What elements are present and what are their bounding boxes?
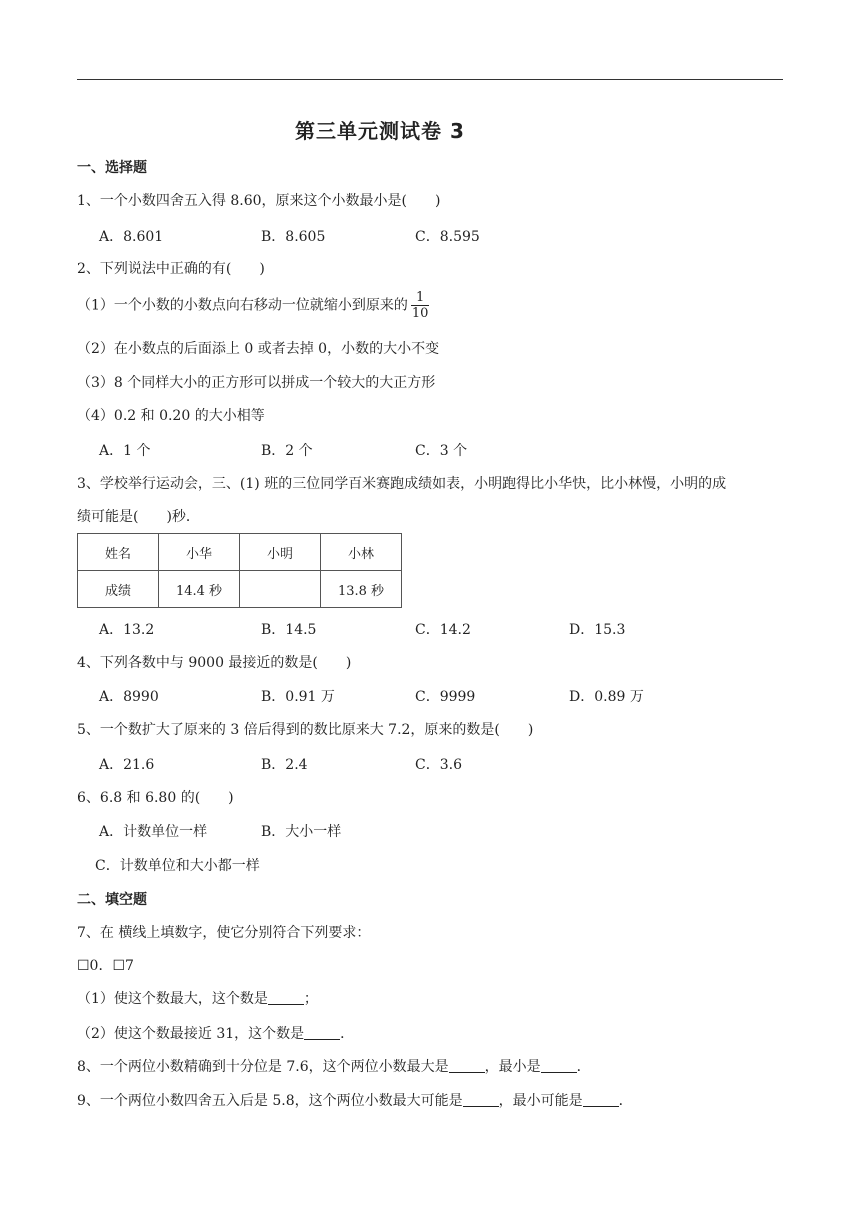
section-heading-fill: 二、填空题	[77, 892, 147, 908]
prompt-text: （1）使这个数最大，这个数是	[77, 991, 268, 1007]
answer-blank-max[interactable]	[449, 1058, 485, 1073]
prompt-text: 8、一个两位小数精确到十分位是 7.6，这个两位小数最大是	[77, 1059, 449, 1075]
option-a[interactable]: A．1 个	[99, 443, 151, 459]
answer-blank[interactable]	[268, 990, 304, 1005]
statement-4: （4）0.2 和 0.20 的大小相等	[77, 408, 265, 424]
question-3-options	[99, 619, 799, 639]
table-header-cell: 姓名	[78, 534, 159, 571]
question-6-options-row-2	[95, 855, 799, 875]
question-7: 7、在 横线上填数字，使它分别符合下列要求：	[77, 925, 371, 941]
option-a[interactable]: A．8.601	[99, 229, 164, 245]
question-5-options	[99, 754, 799, 774]
prompt-text: ，最小是	[484, 1059, 541, 1075]
punctuation: ；	[303, 991, 318, 1007]
question-2: 2、下列说法中正确的有( )	[77, 261, 265, 277]
table-row	[78, 571, 402, 608]
option-c[interactable]: C．计数单位和大小都一样	[95, 858, 260, 874]
question-4-options	[99, 686, 799, 706]
answer-blank[interactable]	[304, 1025, 340, 1040]
question-2-options	[99, 440, 799, 460]
answer-blank-min[interactable]	[583, 1092, 619, 1107]
prompt-text: 9、一个两位小数四舍五入后是 5.8，这个两位小数最大可能是	[77, 1093, 463, 1109]
header-rule	[77, 79, 783, 80]
option-d[interactable]: D．0.89 万	[569, 689, 644, 705]
score-table	[77, 533, 402, 608]
table-header-cell: 小明	[240, 534, 321, 571]
option-c[interactable]: C．9999	[415, 689, 476, 705]
option-c[interactable]: C．14.2	[415, 622, 471, 638]
option-a[interactable]: A．13.2	[99, 622, 155, 638]
option-b[interactable]: B．0.91 万	[261, 689, 335, 705]
option-c[interactable]: C．8.595	[415, 229, 480, 245]
digit-template: ☐0．☐7	[77, 958, 134, 974]
option-c[interactable]: C．3 个	[415, 443, 468, 459]
question-7-part-2	[77, 1023, 354, 1043]
question-6-options-row-1	[99, 821, 799, 841]
option-b[interactable]: B．8.605	[261, 229, 326, 245]
statement-1	[77, 290, 429, 321]
table-cell: 14.4 秒	[159, 571, 240, 608]
table-cell: 13.8 秒	[321, 571, 402, 608]
question-1-options	[99, 226, 799, 246]
statement-3: （3）8 个同样大小的正方形可以拼成一个较大的大正方形	[77, 375, 436, 391]
option-b[interactable]: B．2.4	[261, 757, 308, 773]
answer-blank-max[interactable]	[463, 1092, 499, 1107]
question-1: 1、一个小数四舍五入得 8.60，原来这个小数最小是( )	[77, 193, 441, 209]
option-d[interactable]: D．15.3	[569, 622, 626, 638]
punctuation: ．	[576, 1059, 591, 1075]
question-3-line-2: 绩可能是( )秒．	[77, 509, 200, 525]
fraction-denominator: 10	[411, 306, 429, 321]
punctuation: ．	[340, 1026, 355, 1042]
option-b[interactable]: B．2 个	[261, 443, 313, 459]
table-header-cell: 小华	[159, 534, 240, 571]
option-a[interactable]: A．21.6	[99, 757, 155, 773]
fraction	[411, 290, 430, 321]
question-4: 4、下列各数中与 9000 最接近的数是( )	[77, 655, 352, 671]
table-header-cell: 小林	[321, 534, 402, 571]
option-b[interactable]: B．14.5	[261, 622, 317, 638]
table-cell: 成绩	[78, 571, 159, 608]
option-a[interactable]: A．8990	[99, 689, 159, 705]
page-title: 第三单元测试卷 3	[295, 119, 465, 143]
question-9	[77, 1090, 633, 1110]
answer-blank-min[interactable]	[541, 1058, 577, 1073]
punctuation: ．	[618, 1093, 633, 1109]
question-7-part-1	[77, 988, 318, 1008]
option-b[interactable]: B．大小一样	[261, 824, 342, 840]
table-row	[78, 534, 402, 571]
question-8	[77, 1056, 591, 1076]
section-heading-choice: 一、选择题	[77, 160, 147, 176]
statement-2: （2）在小数点的后面添上 0 或者去掉 0，小数的大小不变	[77, 341, 440, 357]
question-3-line-1: 3、学校举行运动会，三、(1) 班的三位同学百米赛跑成绩如表，小明跑得比小华快，比小林慢，小明的成	[77, 476, 727, 492]
question-6: 6、6.8 和 6.80 的( )	[77, 790, 234, 806]
option-c[interactable]: C．3.6	[415, 757, 462, 773]
statement-1-text: （1）一个小数的小数点向右移动一位就缩小到原来的	[77, 297, 408, 314]
fraction-numerator: 1	[411, 290, 430, 306]
question-5: 5、一个数扩大了原来的 3 倍后得到的数比原来大 7.2，原来的数是( )	[77, 722, 534, 738]
prompt-text: ，最小可能是	[498, 1093, 583, 1109]
option-a[interactable]: A．计数单位一样	[99, 824, 208, 840]
table-cell	[240, 571, 321, 608]
prompt-text: （2）使这个数最接近 31，这个数是	[77, 1026, 305, 1042]
